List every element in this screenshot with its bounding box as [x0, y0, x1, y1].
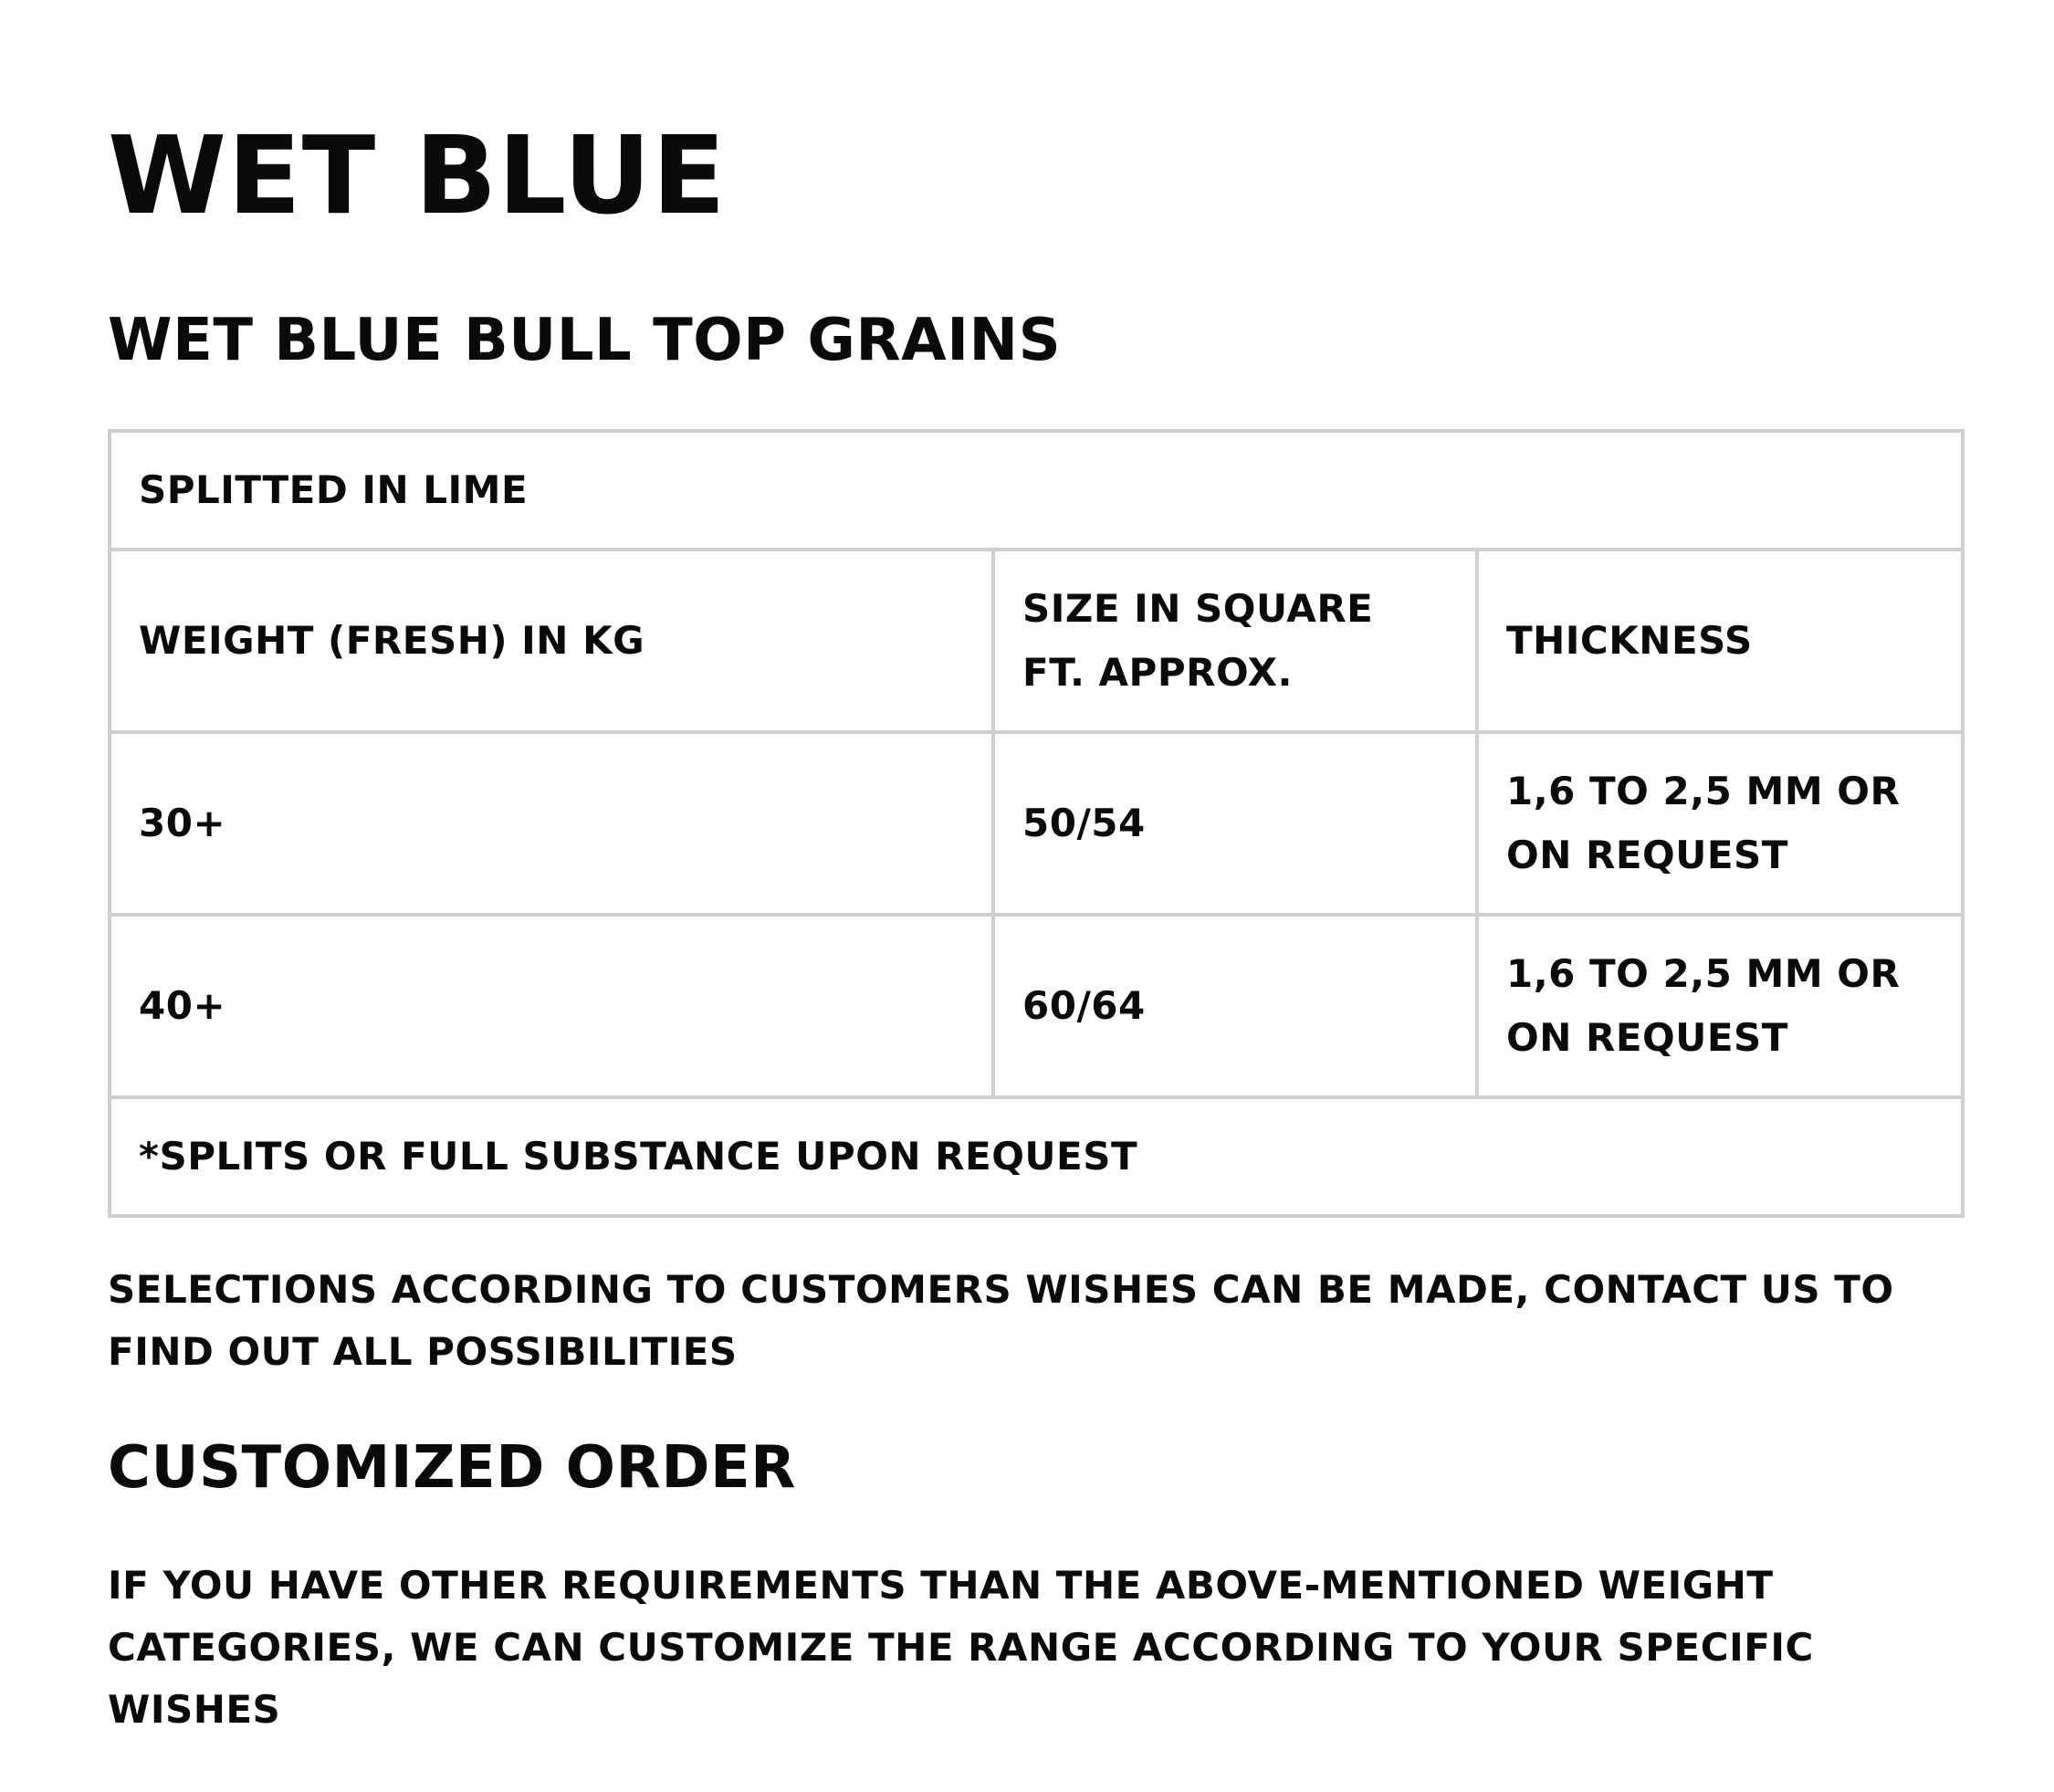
- customized-order-text: IF YOU HAVE OTHER REQUIREMENTS THAN THE ABOVE-MENTIONED WEIGHT CATEGORIES, WE CAN CUSTOMIZE THE RANGE ACCORDING TO YOUR SPECIFIC WISHES: [108, 1563, 1814, 1732]
- table-footnote-row: [110, 1097, 1963, 1216]
- cell-weight: 40+: [110, 915, 993, 1097]
- header-size: SIZE IN SQUARE FT. APPROX.: [993, 550, 1477, 732]
- cell-thickness: 1,6 TO 2,5 MM OR ON REQUEST: [1477, 732, 1963, 915]
- page-title: WET BLUE: [108, 112, 727, 238]
- table-header-row: [110, 550, 1963, 732]
- table-row: [110, 915, 1963, 1097]
- header-weight: WEIGHT (FRESH) IN KG: [110, 550, 993, 732]
- table-banner-row: [110, 431, 1963, 550]
- spec-table: [108, 429, 1965, 1218]
- cell-size: 50/54: [993, 732, 1477, 915]
- cell-size: 60/64: [993, 915, 1477, 1097]
- header-thickness: THICKNESS: [1477, 550, 1963, 732]
- table-footnote: *SPLITS OR FULL SUBSTANCE UPON REQUEST: [110, 1097, 1963, 1216]
- cell-thickness: 1,6 TO 2,5 MM OR ON REQUEST: [1477, 915, 1963, 1097]
- cell-weight: 30+: [110, 732, 993, 915]
- customized-order-title: CUSTOMIZED ORDER: [108, 1434, 796, 1502]
- table-banner: SPLITTED IN LIME: [110, 431, 1963, 550]
- table-row: [110, 732, 1963, 915]
- section-title: WET BLUE BULL TOP GRAINS: [108, 307, 1062, 374]
- selections-note: SELECTIONS ACCORDING TO CUSTOMERS WISHES CAN BE MADE, CONTACT US TO FIND OUT ALL POSSIBILITIES: [108, 1267, 1894, 1374]
